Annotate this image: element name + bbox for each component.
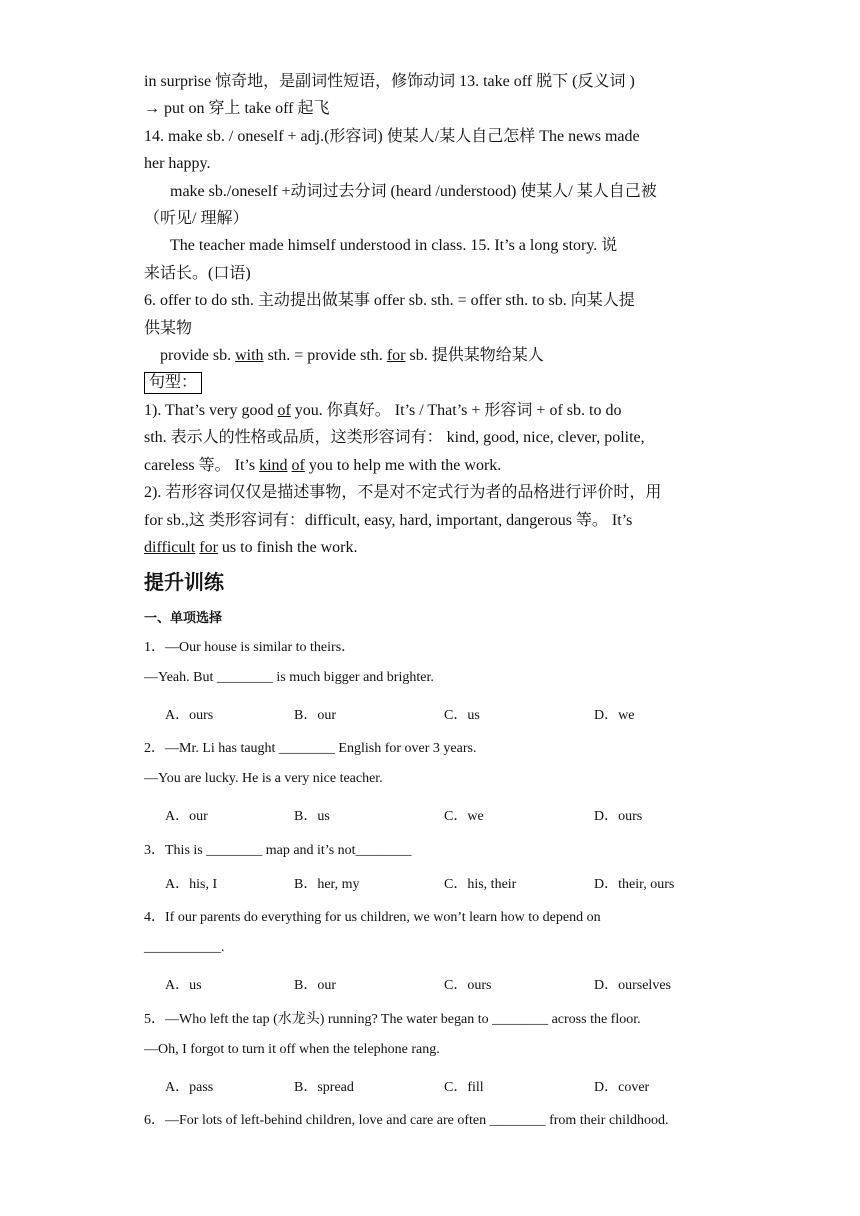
note-line: difficult for us to finish the work.	[144, 538, 358, 556]
option-c: C．us	[444, 708, 480, 723]
underlined-word: for	[386, 347, 406, 365]
option-d: D．ourselves	[594, 978, 671, 993]
question-stem: 1．—Our house is similar to theirs．	[144, 640, 356, 655]
question-stem: 4．If our parents do everything for us children, we won’t learn how to depend on	[144, 910, 601, 925]
question-stem: 6．—For lots of left-behind children, love and care are often ________ from their childhood.	[144, 1113, 669, 1128]
option-b: B．spread	[294, 1080, 354, 1095]
option-c: C．we	[444, 809, 484, 824]
option-b: B．our	[294, 708, 336, 723]
note-line: 2). 若形容词仅仅是描述事物，不是对不定式行为者的品格进行评价时，用	[144, 484, 662, 502]
note-line: 6. offer to do sth. 主动提出做某事 offer sb. sth. = offer sth. to sb. 向某人提	[144, 292, 635, 310]
option-b: B．her, my	[294, 877, 360, 892]
note-line: 来话长。(口语)	[144, 264, 251, 282]
note-line: 供某物	[144, 319, 193, 337]
note-line	[144, 369, 719, 396]
note-line: for sb.,这 类形容词有：difficult, easy, hard, important, dangerous 等。 It’s	[144, 511, 633, 529]
option-b: B．our	[294, 978, 336, 993]
note-line: The teacher made himself understood in class. 15. It’s a long story. 说	[170, 237, 618, 255]
grammar-notes	[144, 68, 719, 561]
underlined-word: of	[291, 456, 305, 474]
subsection-title: 一、单项选择	[144, 611, 223, 626]
note-line: provide sb. with sth. = provide sth. for sb. 提供某物给某人	[160, 347, 544, 365]
option-a: A．our	[165, 809, 208, 824]
question-stem: —You are lucky. He is a very nice teacher.	[144, 771, 383, 786]
option-c: C．fill	[444, 1080, 484, 1095]
question-stem: ___________.	[144, 940, 225, 955]
note-line: careless 等。 It’s kind of you to help me with the work.	[144, 456, 502, 474]
option-a: A．us	[165, 978, 202, 993]
note-line: 1). That’s very good of you. 你真好。 It’s / That’s + 形容词 + of sb. to do	[144, 401, 622, 419]
option-d: D．we	[594, 708, 635, 723]
note-line: her happy.	[144, 155, 211, 173]
option-a: A．his, I	[165, 877, 218, 892]
note-line: （听见/ 理解）	[144, 210, 249, 228]
option-b: B．us	[294, 809, 330, 824]
question-stem: —Yeah. But ________ is much bigger and brighter.	[144, 670, 434, 685]
question-stem: —Oh, I forgot to turn it off when the telephone rang.	[144, 1042, 440, 1057]
option-a: A．pass	[165, 1080, 214, 1095]
option-c: C．his, their	[444, 877, 517, 892]
option-d: D．ours	[594, 809, 643, 824]
note-line: make sb./oneself +动词过去分词 (heard /understood) 使某人/ 某人自己被	[170, 182, 657, 200]
option-d: D．their, ours	[594, 877, 675, 892]
option-a: A．ours	[165, 708, 214, 723]
underlined-word: for	[199, 538, 218, 556]
note-line: sth. 表示人的性格或品质，这类形容词有： kind, good, nice, clever, polite,	[144, 429, 645, 447]
question-stem: 3．This is ________ map and it’s not________	[144, 843, 412, 858]
note-line: in surprise 惊奇地，是副词性短语，修饰动词 13. take off 脱下 (反义词 )	[144, 73, 635, 90]
note-line: → put on 穿上 take off 起飞	[144, 100, 330, 118]
underlined-word: kind	[259, 456, 288, 474]
underlined-word: with	[235, 347, 264, 365]
underlined-word: difficult	[144, 538, 196, 556]
note-line: 14. make sb. / oneself + adj.(形容词) 使某人/某人自己怎样 The news made	[144, 127, 640, 145]
section-title: 提升训练	[144, 570, 224, 594]
option-d: D．cover	[594, 1080, 650, 1095]
option-c: C．ours	[444, 978, 492, 993]
question-stem: 5．—Who left the tap (水龙头) running? The water began to ________ across the floor.	[144, 1012, 641, 1027]
question-stem: 2．—Mr. Li has taught ________ English for over 3 years.	[144, 741, 477, 756]
underlined-word: of	[277, 401, 291, 419]
sentence-pattern-box: 句型：	[144, 372, 202, 394]
